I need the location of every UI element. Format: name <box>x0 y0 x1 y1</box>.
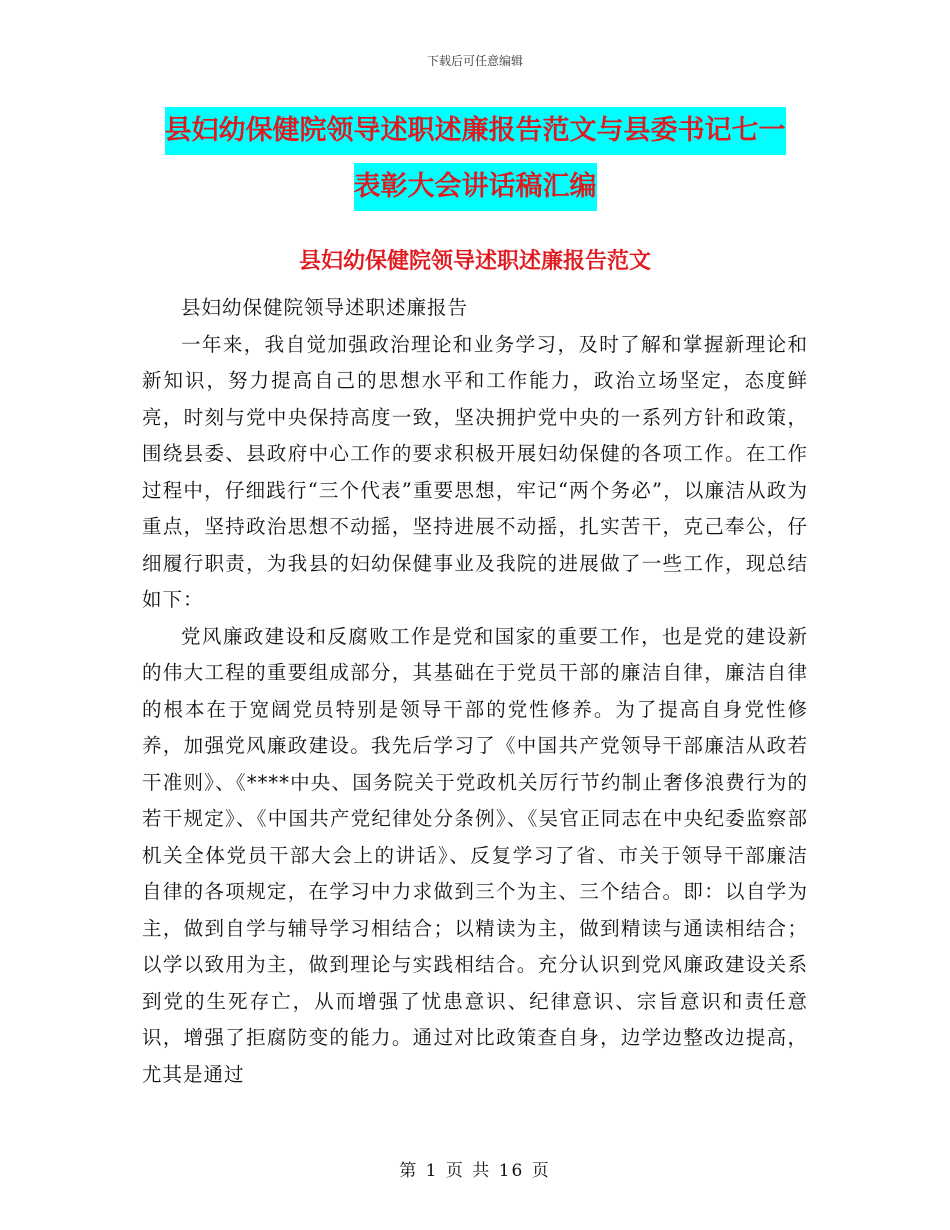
document-title <box>0 103 950 215</box>
page-number-footer: 第 1 页 共 16 页 <box>399 1161 551 1181</box>
body-paragraph-2: 一年来，我自觉加强政治理论和业务学习，及时了解和掌握新理论和新知识，努力提高自己的思想水平和工作能力，政治立场坚定，态度鲜亮，时刻与党中央保持高度一致，坚决拥护党中央的一系列方针和政策，围绕县委、县政府中心工作的要求积极开展妇幼保健的各项工作。在工作过程中，仔细践行“三个代表”重要思想，牢记“两个务必”，以廉洁从政为重点，坚持政治思想不动摇，坚持进展不动摇，扎实苦干，克己奉公，仔细履行职责，为我县的妇幼保健事业及我院的进展做了一些工作，现总结如下： <box>142 332 808 611</box>
document-body <box>142 290 808 1093</box>
document-title-line-1: 县妇幼保健院领导述职述廉报告范文与县委书记七一 <box>165 107 786 155</box>
section-title: 县妇幼保健院领导述职述廉报告范文 <box>298 249 651 274</box>
body-paragraph-3: 党风廉政建设和反腐败工作是党和国家的重要工作，也是党的建设新的伟大工程的重要组成部分，其基础在于党员干部的廉洁自律，廉洁自律的根本在于宽阔党员特别是领导干部的党性修养。为了提高自身党性修养，加强党风廉政建设。我先后学习了《中国共产党领导干部廉洁从政若干准则》、《****中央、国务院关于党政机关厉行节约制止奢侈浪费行为的若干规定》、《中国共产党纪律处分条例》、《吴官正同志在中央纪委监察部机关全体党员干部大会上的讲话》、反复学习了省、市关于领导干部廉洁自律的各项规定，在学习中力求做到三个为主、三个结合。即：以自学为主，做到自学与辅导学习相结合；以精读为主，做到精读与通读相结合；以学以致用为主，做到理论与实践相结合。充分认识到党风廉政建设关系到党的生死存亡，从而增强了忧患意识、纪律意识、宗旨意识和责任意识，增强了拒腐防变的能力。通过对比政策查自身，边学边整改边提高，尤其是通过 <box>142 624 808 1086</box>
body-paragraph-1: 县妇幼保健院领导述职述廉报告 <box>181 296 469 319</box>
page-header-note: 下载后可任意编辑 <box>426 54 523 68</box>
document-title-line-2: 表彰大会讲话稿汇编 <box>354 163 597 211</box>
